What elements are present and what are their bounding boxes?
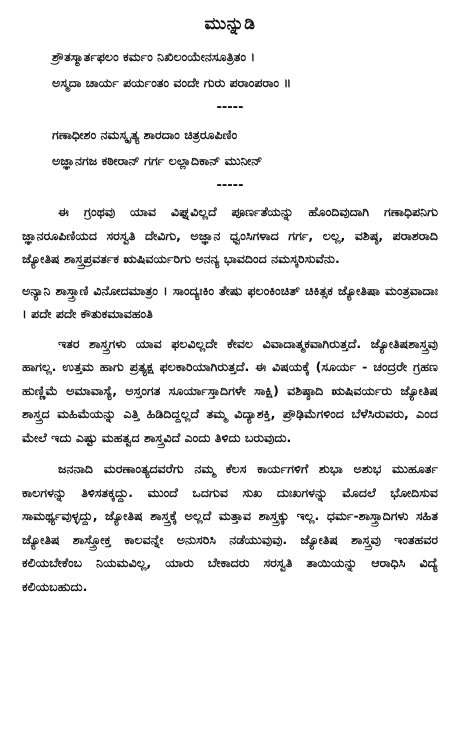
- paragraph: ಇತರ ಶಾಸ್ತ್ರಗಳು ಯಾವ ಫಲವಿಲ್ಲದೇ ಕೇವಲ ವಿವಾದಾತ್ಮಕವಾಗಿರುತ್ತದೆ. ಜ್ಯೋತಿಷಶಾಸ್ತ್ರವು ಹಾಗಲ್ಲ. ಉತ್ತಮ ಹಾಗು ಪ್ರತ್ಯಕ್ಷ ಫಲಕಾರಿಯಾಗಿರುತ್ತದೆ. ಈ ವಿಷಯಕ್ಕೆ (ಸೂರ್ಯ - ಚಂದ್ರರೇ ಗ್ರಹಣ ಹುಣ್ಣಿಮೆ ಅಮಾವಾಸ್ಯೆ, ಅಸ್ತಂಗತ ಸೂರ್ಯಾಸ್ತಾದಿಗಳೇ ಸಾಕ್ಷಿ) ವಶಿಷ್ಠಾದಿ ಋಷಿವರ್ಯರು ಜ್ಯೋತಿಷ ಶಾಸ್ತ್ರದ ಮಹಿಮೆಯನ್ನು ಎತ್ತಿ ಹಿಡಿದಿದ್ದಲ್ಲದೆ ತಮ್ಮ ವಿದ್ಯಾಶಕ್ತಿ, ಪ್ರೌಢಿಮೆಗಳಿಂದ ಬೆಳೆಸಿರುವರು, ಎಂದ ಮೇಲೆ ಇದು ಎಷ್ಟು ಮಹತ್ವದ ಶಾಸ್ತ್ರವಿದೆ ಎಂದು ತಿಳಿದು ಬರುವುದು.: [22, 335, 438, 445]
- paragraph: ಜನನಾದಿ ಮರಣಾಂತ್ಯದವರೆಗು ನಮ್ಮ ಕೆಲಸ ಕಾರ್ಯಗಳಿಗೆ ಶುಭಾ ಅಶುಭ ಮುಹೂರ್ತ ಕಾಲಗಳನ್ನು ತಿಳಿಸತಕ್ಕದ್ದು. ಮುಂದೆ ಒದಗುವ ಸುಖ ದುಃಖಗಳನ್ನು ಮೊದಲೆ ಭೋದಿಸುವ ಸಾಮರ್ಥ್ಯವುಳ್ಳದ್ದು, ಜ್ಯೋತಿಷ ಶಾಸ್ತ್ರಕ್ಕೆ ಅಲ್ಲದೆ ಮತ್ತಾವ ಶಾಸ್ತ್ರಕ್ಕು ಇಲ್ಲ. ಧರ್ಮ-ಶಾಸ್ತ್ರಾದಿಗಳು ಸಹಿತ ಜ್ಯೋತಿಷ ಶಾಸ್ತ್ರೋಕ್ತ ಕಾಲವನ್ನೇ ಅನುಸರಿಸಿ ನಡೆಯುವುವು. ಜ್ಯೋತಿಷ ಶಾಸ್ತ್ರವು ಇಂತಹವರ ಕಲಿಯಬೇಕೆಂಬ ನಿಯಮವಿಲ್ಲ, ಯಾರು ಬೇಕಾದರು ಸರಸ್ವತಿ ತಾಯಿಯನ್ನು ಆರಾಧಿಸಿ ವಿದ್ಯೆ ಕಲಿಯಬಹುದು.: [22, 461, 438, 594]
- separator: -----: [216, 178, 244, 193]
- verse-line: ಗಣಾಧೀಶಂ ನಮಸ್ಕೃತ್ಯ ಶಾರದಾಂ ಚಿತ್ರರೂಪಿಣಿಂ: [52, 127, 238, 142]
- sanskrit-quote: ಅನ್ಯಾನಿ ಶಾಸ್ತ್ರಾಣಿ ವಿನೋದಮಾತ್ರಂ । ಸಾಂದ್ಯಃಕಿಂ ತೇಷು ಫಲಂಕಿಂಚಿತ್ ಚಿಕಿತ್ಸಕ ಜ್ಯೋತಿಷಾ ಮಂತ್ರವಾದಾಃ । ಪದೇ ಪದೇ ಕೌತುಕಮಾವಹಂತಿ: [22, 282, 438, 321]
- separator: -----: [216, 100, 244, 115]
- verse-line: ಅಜ್ಞಾನಗಜ ಕಠೀರಾನ್ ಗರ್ಗ ಲಲ್ಲಾದಿಕಾನ್ ಮುನೀನ್: [52, 153, 263, 168]
- paragraph: ಈ ಗ್ರಂಥವು ಯಾವ ವಿಘ್ನವಿಲ್ಲದೆ ಪೂರ್ಣತೆಯನ್ನು ಹೊಂದಿವುದಾಗಿ ಗಣಾಧಿಪನಿಗು ಜ್ಞಾನರೂಪಿಣಿಯದ ಸರಸ್ವತಿ ದೇವಿಗು, ಅಜ್ಞಾನ ಧ್ವಂಸಿಗಳಾದ ಗರ್ಗ, ಲಲ್ಲ, ವಶಿಷ್ಠ, ಪರಾಶರಾದಿ ಜ್ಯೋತಿಷ ಶಾಸ್ತ್ರಪ್ರವರ್ತಕ ಋಷಿವರ್ಯರಿಗು ಅನನ್ಯ ಭಾವದಿಂದ ನಮಸ್ಕರಿಸುವೆನು.: [22, 204, 438, 266]
- verse-line: ಅಸ್ಮದಾ ಚಾರ್ಯ ಪರ್ಯಂತಂ ವಂದೇ ಗುರು ಪರಾಂಪರಾಂ ॥: [52, 75, 292, 90]
- verse-line: ಶ್ರೌತಸ್ಮಾರ್ತಫಲಂ ಕರ್ಮಂ ನಿಖಿಲಂಯೇನಸೂತ್ರಿತಂ ।: [52, 49, 256, 64]
- page-title: ಮುನ್ನುಡಿ: [204, 14, 256, 34]
